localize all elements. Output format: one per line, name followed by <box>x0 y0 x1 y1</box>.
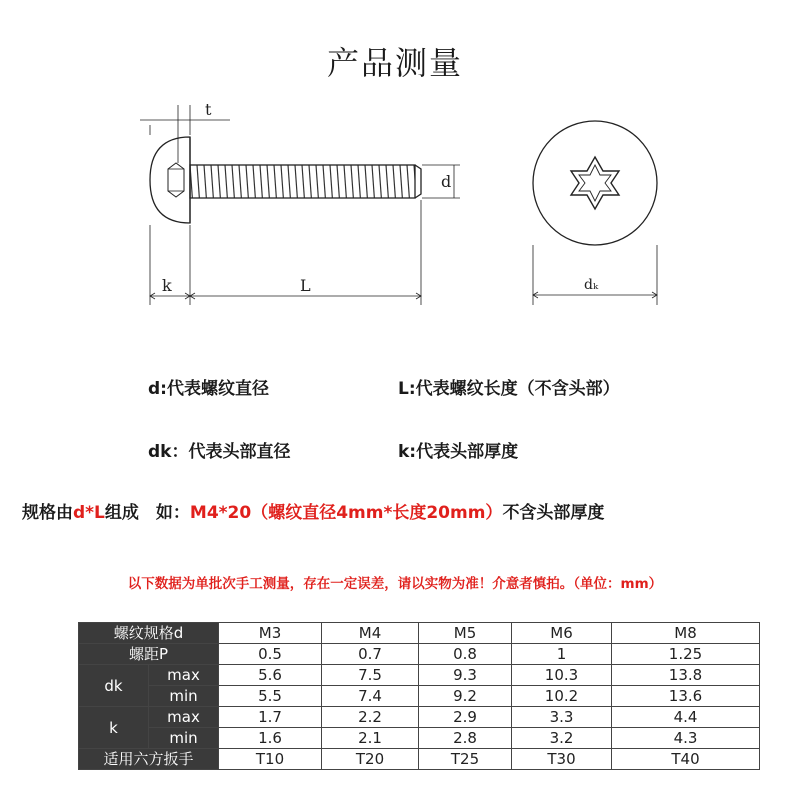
wrench-cell: T20 <box>322 749 419 770</box>
dk-min-cell: 13.6 <box>612 686 760 707</box>
wrench-cell: T10 <box>219 749 322 770</box>
size-cell: M3 <box>219 623 322 644</box>
spec-line <box>22 498 604 523</box>
dk-label: dk <box>79 665 149 707</box>
table-row <box>79 749 760 770</box>
dk-max-cell: 7.5 <box>322 665 419 686</box>
spec-suffix: 不含头部厚度 <box>502 503 605 523</box>
dk-min-cell: 10.2 <box>512 686 612 707</box>
wrench-cell: T40 <box>612 749 760 770</box>
dk-max-cell: 10.3 <box>512 665 612 686</box>
spec-example: M4*20（螺纹直径4mm*长度20mm） <box>189 503 503 523</box>
k-max-cell: 3.3 <box>512 707 612 728</box>
k-max-cell: 1.7 <box>219 707 322 728</box>
screw-drawing <box>0 95 790 315</box>
label-dk: dₖ <box>584 277 599 293</box>
dk-min-cell: 9.2 <box>419 686 512 707</box>
max-label: max <box>149 665 219 686</box>
k-max-cell: 2.2 <box>322 707 419 728</box>
pitch-cell: 1 <box>512 644 612 665</box>
min-label: min <box>149 728 219 749</box>
label-t: t <box>205 100 212 119</box>
k-min-cell: 2.1 <box>322 728 419 749</box>
measurement-notice: 以下数据为单批次手工测量，存在一定误差，请以实物为准！介意者慎拍。（单位：mm） <box>127 576 663 592</box>
wrench-cell: T25 <box>419 749 512 770</box>
size-cell: M8 <box>612 623 760 644</box>
size-cell: M4 <box>322 623 419 644</box>
k-min-cell: 3.2 <box>512 728 612 749</box>
pitch-cell: 0.7 <box>322 644 419 665</box>
size-cell: M6 <box>512 623 612 644</box>
definition-dk: dk：代表头部直径 <box>148 442 291 462</box>
table-row <box>79 707 760 728</box>
min-label: min <box>149 686 219 707</box>
k-label: k <box>79 707 149 749</box>
k-max-cell: 2.9 <box>419 707 512 728</box>
label-d: d <box>441 172 452 191</box>
dk-max-cell: 5.6 <box>219 665 322 686</box>
dk-max-cell: 9.3 <box>419 665 512 686</box>
header-label: 螺纹规格d <box>79 623 219 644</box>
spec-middle: 组成 如： <box>104 503 190 523</box>
table-row <box>79 644 760 665</box>
table-row <box>79 665 760 686</box>
wrench-cell: T30 <box>512 749 612 770</box>
pitch-cell: 1.25 <box>612 644 760 665</box>
label-k: k <box>162 276 172 295</box>
dk-min-cell: 5.5 <box>219 686 322 707</box>
definition-k: k:代表头部厚度 <box>398 442 519 462</box>
pitch-cell: 0.8 <box>419 644 512 665</box>
label-L: L <box>300 276 311 295</box>
k-min-cell: 1.6 <box>219 728 322 749</box>
side-view <box>140 105 460 305</box>
pitch-label: 螺距P <box>79 644 219 665</box>
max-label: max <box>149 707 219 728</box>
wrench-label: 适用六方扳手 <box>79 749 219 770</box>
k-min-cell: 4.3 <box>612 728 760 749</box>
spec-prefix: 规格由 <box>22 503 73 523</box>
k-max-cell: 4.4 <box>612 707 760 728</box>
spec-formula: d*L <box>73 503 105 523</box>
table-row <box>79 686 760 707</box>
spec-table <box>78 622 760 770</box>
definition-d: d:代表螺纹直径 <box>148 379 269 399</box>
dk-max-cell: 13.8 <box>612 665 760 686</box>
page-title: 产品测量 <box>326 44 463 82</box>
table-row <box>79 623 760 644</box>
size-cell: M5 <box>419 623 512 644</box>
pitch-cell: 0.5 <box>219 644 322 665</box>
dk-min-cell: 7.4 <box>322 686 419 707</box>
k-min-cell: 2.8 <box>419 728 512 749</box>
table-row <box>79 728 760 749</box>
definition-L: L:代表螺纹长度（不含头部） <box>398 379 620 399</box>
